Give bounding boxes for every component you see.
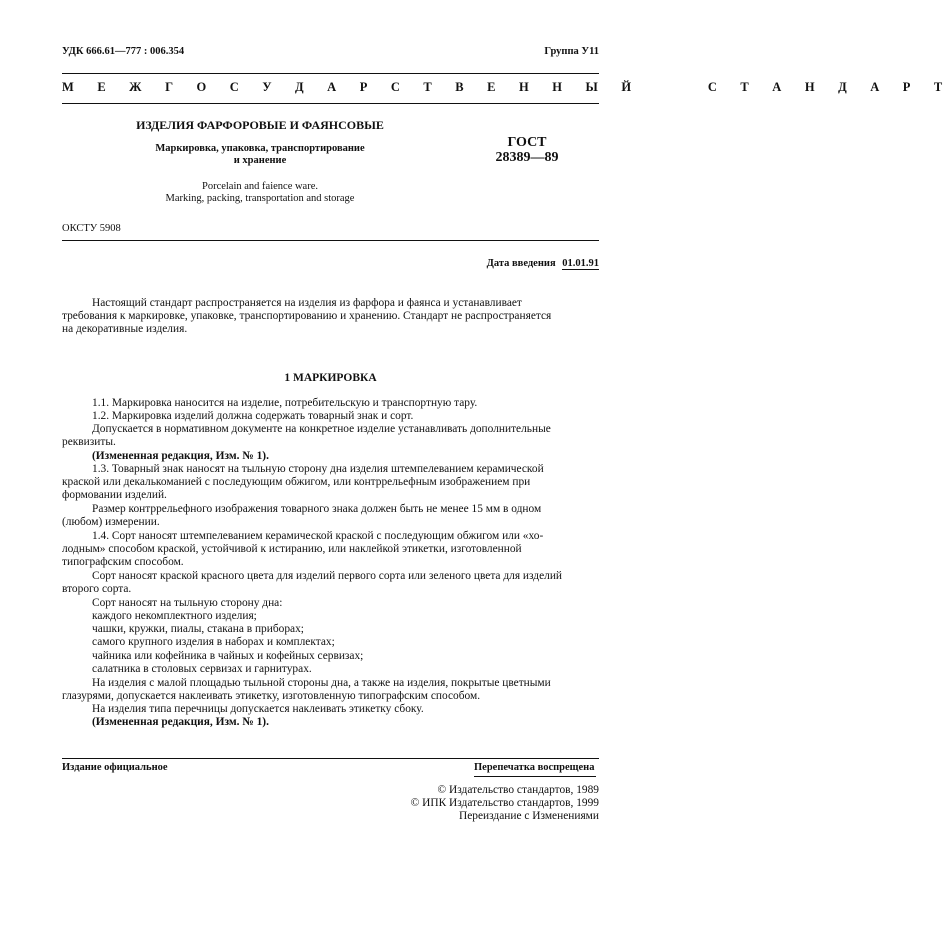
okstu-rule bbox=[62, 240, 599, 241]
clause-1-1: 1.1. Маркировка наносится на изделие, потребительскую и транспортную тару. bbox=[92, 397, 478, 409]
amendment-note: (Измененная редакция, Изм. № 1). bbox=[92, 716, 269, 728]
list-item: самого крупного изделия в наборах и комплектах; bbox=[92, 636, 335, 648]
english-title-line1: Porcelain and faience ware. bbox=[201, 181, 319, 192]
paragraph-line: реквизиты. bbox=[62, 436, 116, 448]
paragraph-line: Сорт наносят краской красного цвета для изделий первого сорта или зеленого цвета для изделий bbox=[92, 570, 563, 582]
gost-label: ГОСТ bbox=[507, 135, 547, 150]
subtitle-line1: Маркировка, упаковка, транспортирование bbox=[155, 143, 365, 154]
paragraph-line: Допускается в нормативном документе на конкретное изделие устанавливать дополнительные bbox=[92, 423, 551, 435]
clause-1-4: 1.4. Сорт наносят штемпелеванием керамической краской с последующим обжигом или «хо- bbox=[92, 530, 544, 542]
section-heading: 1 МАРКИРОВКА bbox=[284, 372, 377, 384]
standard-banner: М Е Ж Г О С У Д А Р С Т В Е Н Н Ы Й С Т А Н Д А Р Т bbox=[62, 80, 952, 94]
okstu-code: ОКСТУ 5908 bbox=[62, 223, 121, 234]
copyright-1989: © Издательство стандартов, 1989 bbox=[437, 784, 599, 796]
footer-rule bbox=[62, 758, 599, 759]
introduction-date-label: Дата введения bbox=[486, 258, 556, 269]
paragraph-line: Размер контррельефного изображения товарного знака должен быть не менее 15 мм в одном bbox=[92, 503, 542, 515]
list-intro: Сорт наносят на тыльную сторону дна: bbox=[92, 597, 283, 609]
paragraph-line: глазурями, допускается наклеивать этикетку, изготовленную типографским способом. bbox=[62, 690, 481, 702]
paragraph-line: формовании изделий. bbox=[62, 489, 167, 501]
paragraph-line: лодным» способом краской, устойчивой к истиранию, или наклейкой этикетки, изготовленной bbox=[62, 543, 522, 555]
top-rule bbox=[62, 73, 599, 74]
scope-line: на декоративные изделия. bbox=[62, 323, 188, 335]
list-item: каждого некомплектного изделия; bbox=[92, 610, 257, 622]
document-title: ИЗДЕЛИЯ ФАРФОРОВЫЕ И ФАЯНСОВЫЕ bbox=[136, 118, 384, 132]
paragraph-line: краской или декалькоманией с последующим обжигом, или контррельефным изображением при bbox=[62, 476, 531, 488]
copyright-1999: © ИПК Издательство стандартов, 1999 bbox=[410, 797, 599, 809]
paragraph-line: На изделия типа перечницы допускается наклеивать этикетку сбоку. bbox=[92, 703, 424, 715]
banner-rule bbox=[62, 103, 599, 104]
amendment-note: (Измененная редакция, Изм. № 1). bbox=[92, 450, 269, 462]
reissue-note: Переиздание с Изменениями bbox=[459, 810, 599, 822]
udk-code: УДК 666.61—777 : 006.354 bbox=[62, 46, 185, 57]
scope-line: Настоящий стандарт распространяется на изделия из фарфора и фаянса и устанавливает bbox=[92, 297, 522, 309]
list-item: чайника или кофейника в чайных и кофейных сервизах; bbox=[92, 650, 364, 662]
paragraph-line: второго сорта. bbox=[62, 583, 132, 595]
list-item: чашки, кружки, пиалы, стакана в приборах; bbox=[92, 623, 304, 635]
english-title-line2: Marking, packing, transportation and storage bbox=[165, 193, 355, 204]
paragraph-line: (любом) измерении. bbox=[62, 516, 160, 528]
introduction-date bbox=[487, 258, 599, 269]
official-edition: Издание официальное bbox=[62, 762, 168, 773]
scope-line: требования к маркировке, упаковке, транспортированию и хранению. Стандарт не распространяется bbox=[62, 310, 552, 322]
list-item: салатника в столовых сервизах и гарнитурах. bbox=[92, 663, 312, 675]
paragraph-line: типографским способом. bbox=[62, 556, 184, 568]
subtitle-line2: и хранение bbox=[233, 155, 287, 166]
clause-1-3: 1.3. Товарный знак наносят на тыльную сторону дна изделия штемпелеванием керамической bbox=[92, 463, 544, 475]
group-code: Группа У11 bbox=[544, 46, 599, 57]
reprint-underline bbox=[474, 776, 596, 777]
clause-1-2: 1.2. Маркировка изделий должна содержать товарный знак и сорт. bbox=[92, 410, 414, 422]
gost-number: 28389—89 bbox=[495, 150, 559, 165]
paragraph-line: На изделия с малой площадью тыльной стороны дна, а также на изделия, покрытые цветными bbox=[92, 677, 551, 689]
reprint-notice: Перепечатка воспрещена bbox=[474, 762, 595, 773]
introduction-date-value: 01.01.91 bbox=[562, 258, 599, 269]
